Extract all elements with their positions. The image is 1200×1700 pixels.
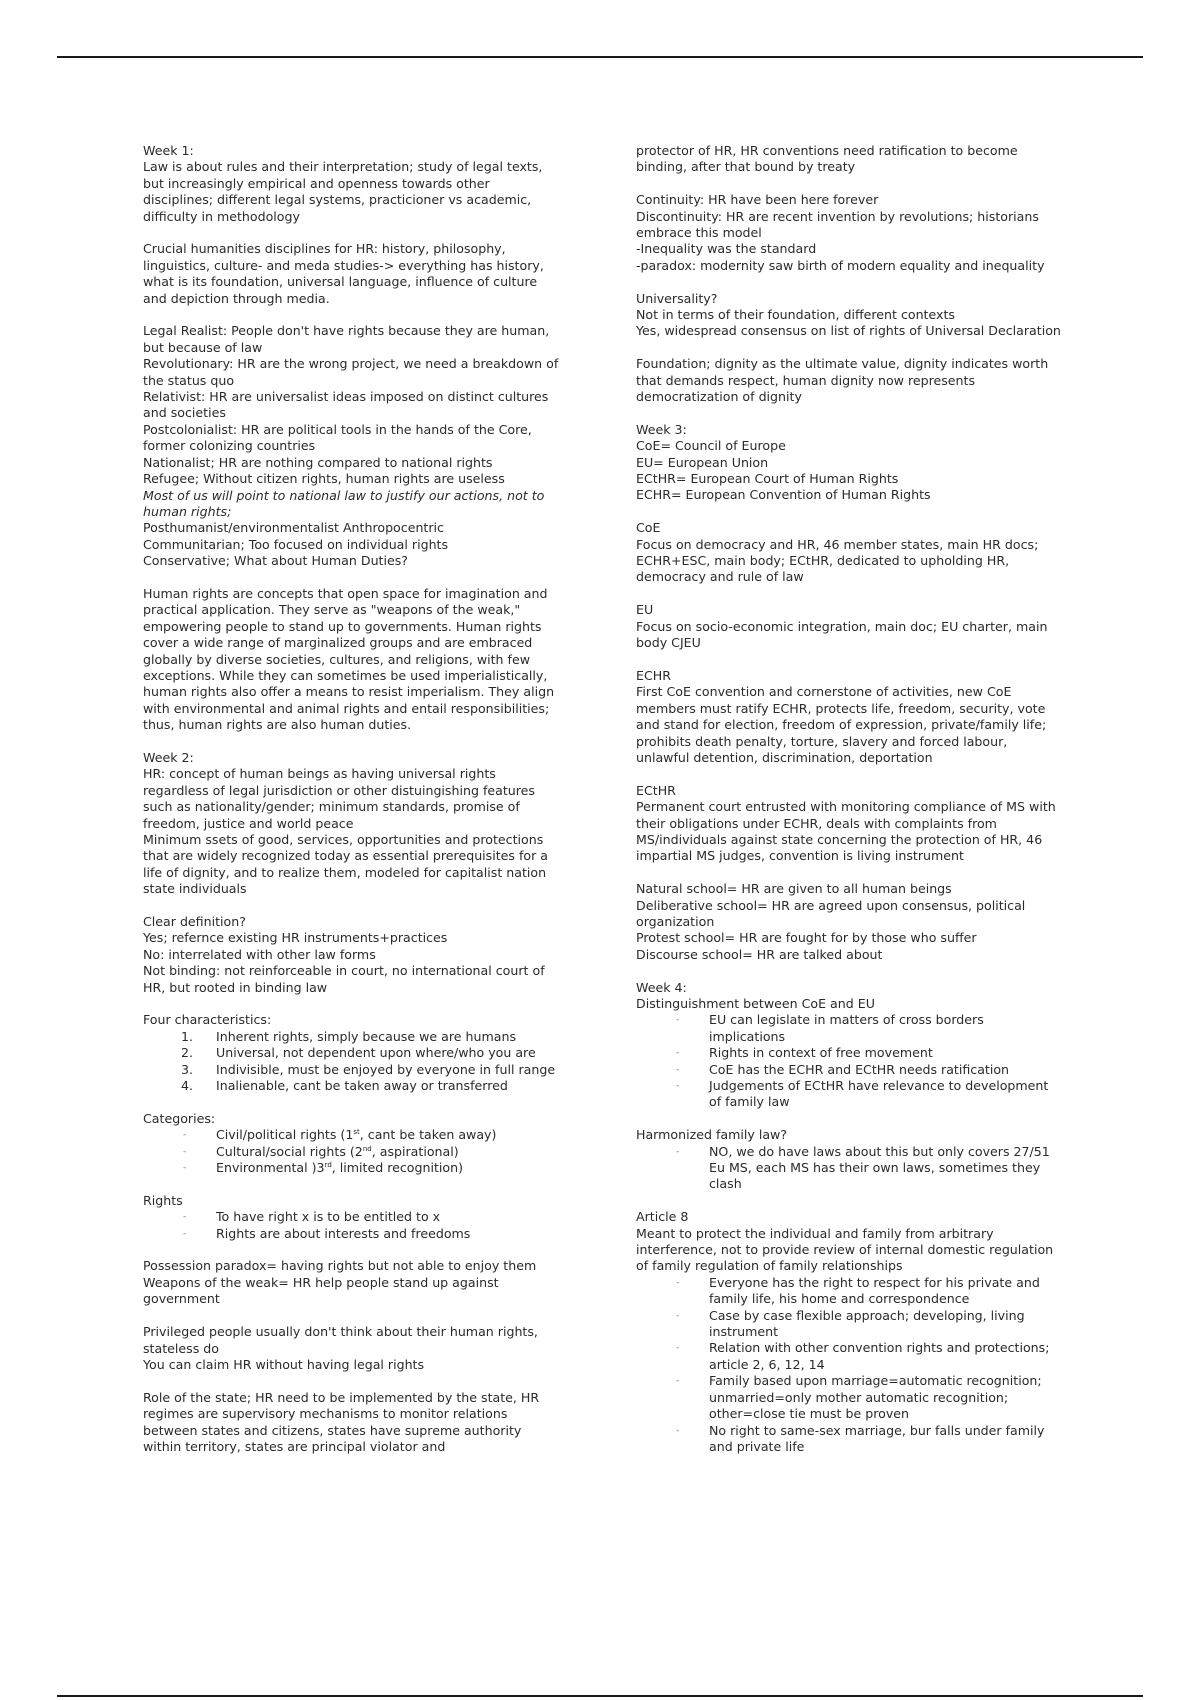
paragraph: Focus on democracy and HR, 46 member states, main HR docs; ECHR+ESC, main body; ECtHR, dedicated to upholding HR, democracy and rule of law	[636, 536, 1039, 585]
critic-line: Postcolonialist: HR are political tools in the hands of the Core, former colonizing countries	[143, 421, 532, 454]
week2-title: Week 2:	[143, 749, 194, 765]
text-line: Not binding: not reinforceable in court, no international court of HR, but rooted in binding law	[143, 963, 545, 995]
critic-line: Revolutionary: HR are the wrong project, we need a breakdown of the status quo	[143, 356, 559, 388]
text-line: Discourse school= HR are talked about	[636, 946, 883, 962]
list-item: - To have right x is to be entitled to x	[143, 1209, 563, 1225]
critic-line: Posthumanist/environmentalist Anthropocentric	[143, 520, 444, 536]
list-item: - Family based upon marriage=automatic recognition; unmarried=only mother automatic recognition; other=close tie must be proven	[636, 1373, 1062, 1422]
paragraph: Role of the state; HR need to be implemented by the state, HR regimes are supervisory mechanisms to monitor relations between states and citizens, states have supreme authority within territory, states are principal violator and	[143, 1389, 540, 1454]
text-line: Universality?	[636, 290, 718, 306]
text-line: Discontinuity: HR are recent invention by revolutions; historians embrace this model	[636, 208, 1039, 241]
text-line: Yes, widespread consensus on list of rights of Universal Declaration	[636, 323, 1061, 339]
paragraph: Human rights are concepts that open space for imagination and practical application. They serve as "weapons of the weak," empowering people to stand up to governments. Human rights cover a wide range of marginalized groups and are embraced globally by diverse societies, cultures, and religions, with few exceptions. While they can sometimes be used imperialistically, human rights also offer a means to resist imperialism. They align with environmental and animal rights and entail responsibilities; thus, human rights are also human duties.	[143, 585, 555, 733]
critic-italic-note: Most of us will point to national law to justify our actions, not to human rights;	[143, 487, 545, 519]
categories-title: Categories:	[143, 1110, 216, 1126]
article8-list	[636, 1275, 1062, 1455]
text-line: -Inequality was the standard	[636, 241, 817, 257]
critic-line: Communitarian; Too focused on individual rights	[143, 536, 449, 552]
categories-list	[143, 1127, 563, 1176]
week4-title: Week 4:	[636, 979, 687, 995]
list-item: 4. Inalienable, cant be taken away or transferred	[181, 1078, 508, 1094]
critic-line: Nationalist; HR are nothing compared to national rights	[143, 454, 493, 470]
text-line: -paradox: modernity saw birth of modern equality and inequality	[636, 257, 1045, 273]
text-line: Deliberative school= HR are agreed upon consensus, political organization	[636, 897, 1026, 929]
critic-line: Legal Realist: People don't have rights because they are human, but because of law	[143, 323, 550, 355]
list-item: - Everyone has the right to respect for his private and family life, his home and correspondence	[636, 1275, 1062, 1308]
left-column	[143, 143, 563, 1455]
paragraph: Weapons of the weak= HR help people stand up against government	[143, 1274, 499, 1307]
list-item: - EU can legislate in matters of cross borders implications	[636, 1012, 1062, 1045]
ecthr-title: ECtHR	[636, 782, 676, 798]
list-item: - Relation with other convention rights and protections; article 2, 6, 12, 14	[636, 1340, 1062, 1373]
text-line: EU= European Union	[636, 454, 769, 470]
article8-title: Article 8	[636, 1209, 689, 1225]
text-line: Yes; refernce existing HR instruments+practices	[143, 930, 448, 946]
rights-list	[143, 1209, 563, 1242]
characteristics-list	[143, 1029, 563, 1095]
list-item: - NO, we do have laws about this but only covers 27/51 Eu MS, each MS has their own laws, sometimes they clash	[636, 1144, 1062, 1193]
paragraph: Permanent court entrusted with monitoring compliance of MS with their obligations under ECHR, deals with complaints from MS/individuals against state concerning the protection of HR, 46 impartial MS judges, convention is living instrument	[636, 799, 1056, 864]
right-column	[636, 143, 1062, 1455]
paragraph: Meant to protect the individual and family from arbitrary interference, not to provide review of internal domestic regulation of family regulation of family relationships	[636, 1225, 1054, 1274]
paragraph: You can claim HR without having legal rights	[143, 1356, 425, 1372]
paragraph: Foundation; dignity as the ultimate value, dignity indicates worth that demands respect, human dignity now represents democratization of dignity	[636, 356, 1049, 405]
echr-title: ECHR	[636, 667, 671, 683]
paragraph: Focus on socio-economic integration, main doc; EU charter, main body CJEU	[636, 618, 1048, 651]
paragraph: First CoE convention and cornerstone of activities, new CoE members must ratify ECHR, protects life, freedom, security, vote and stand for election, freedom of expression, private/family life; prohibits death penalty, torture, slavery and forced labour, unlawful detention, discrimination, deportation	[636, 684, 1047, 765]
text-line: Clear definition?	[143, 914, 246, 930]
harmonized-list	[636, 1144, 1062, 1193]
paragraph: protector of HR, HR conventions need ratification to become binding, after that bound by treaty	[636, 143, 1018, 175]
text-line: Continuity: HR have been here forever	[636, 192, 879, 208]
paragraph: Minimum ssets of good, services, opportunities and protections that are widely recognized today as essential prerequisites for a life of dignity, and to realize them, modeled for capitalist nation state individuals	[143, 832, 549, 897]
week1-title: Week 1:	[143, 143, 194, 158]
critic-line: Conservative; What about Human Duties?	[143, 553, 408, 569]
four-characteristics-title: Four characteristics:	[143, 1012, 272, 1028]
list-item: - Cultural/social rights (2nd, aspirational)	[143, 1144, 563, 1160]
eu-title: EU	[636, 602, 654, 618]
coe-title: CoE	[636, 520, 661, 536]
list-item: - Civil/political rights (1st, cant be taken away)	[143, 1127, 563, 1143]
list-item: 2. Universal, not dependent upon where/who you are	[181, 1045, 536, 1061]
text-line: Natural school= HR are given to all human beings	[636, 881, 952, 897]
list-item: - Rights are about interests and freedoms	[143, 1226, 563, 1242]
paragraph: Privileged people usually don't think about their human rights, stateless do	[143, 1324, 538, 1356]
text-line: Protest school= HR are fought for by those who suffer	[636, 930, 977, 946]
paragraph: HR: concept of human beings as having universal rights regardless of legal jurisdiction or other distuingishing features such as nationality/gender; minimum standards, promise of freedom, justice and world peace	[143, 766, 535, 831]
list-item: 1. Inherent rights, simply because we are humans	[181, 1028, 517, 1044]
bottom-rule	[57, 1695, 1143, 1697]
paragraph: Possession paradox= having rights but not able to enjoy them	[143, 1258, 537, 1274]
paragraph: Crucial humanities disciplines for HR: history, philosophy, linguistics, culture- and meda studies-> everything has history, what is its foundation, universal language, influence of culture and depiction through media.	[143, 241, 544, 306]
harmonized-title: Harmonized family law?	[636, 1127, 788, 1143]
top-rule	[57, 56, 1143, 58]
list-item: - Case by case flexible approach; developing, living instrument	[636, 1308, 1062, 1341]
critic-line: Relativist: HR are universalist ideas imposed on distinct cultures and societies	[143, 389, 549, 421]
week3-title: Week 3:	[636, 421, 687, 437]
text-line: CoE= Council of Europe	[636, 438, 786, 454]
text-line: ECtHR= European Court of Human Rights	[636, 471, 899, 487]
text-line: Distinguishment between CoE and EU	[636, 995, 875, 1011]
list-item: - Environmental )3rd, limited recognition)	[143, 1160, 563, 1176]
list-item: - No right to same-sex marriage, bur falls under family and private life	[636, 1423, 1062, 1456]
list-item: - Judgements of ECtHR have relevance to development of family law	[636, 1078, 1062, 1111]
text-line: Not in terms of their foundation, different contexts	[636, 307, 955, 323]
text-line: No: interrelated with other law forms	[143, 946, 376, 962]
critic-line: Refugee; Without citizen rights, human rights are useless	[143, 471, 505, 487]
list-item: - Rights in context of free movement	[636, 1045, 1062, 1061]
list-item: - CoE has the ECHR and ECtHR needs ratification	[636, 1062, 1062, 1078]
list-item: 3. Indivisible, must be enjoyed by everyone in full range	[181, 1061, 556, 1077]
text-line: ECHR= European Convention of Human Rights	[636, 487, 931, 503]
paragraph: Law is about rules and their interpretation; study of legal texts, but increasingly empirical and openness towards other disciplines; different legal systems, practicioner vs academic, difficulty in methodology	[143, 159, 543, 224]
rights-title: Rights	[143, 1192, 183, 1208]
distinguishment-list	[636, 1012, 1062, 1110]
